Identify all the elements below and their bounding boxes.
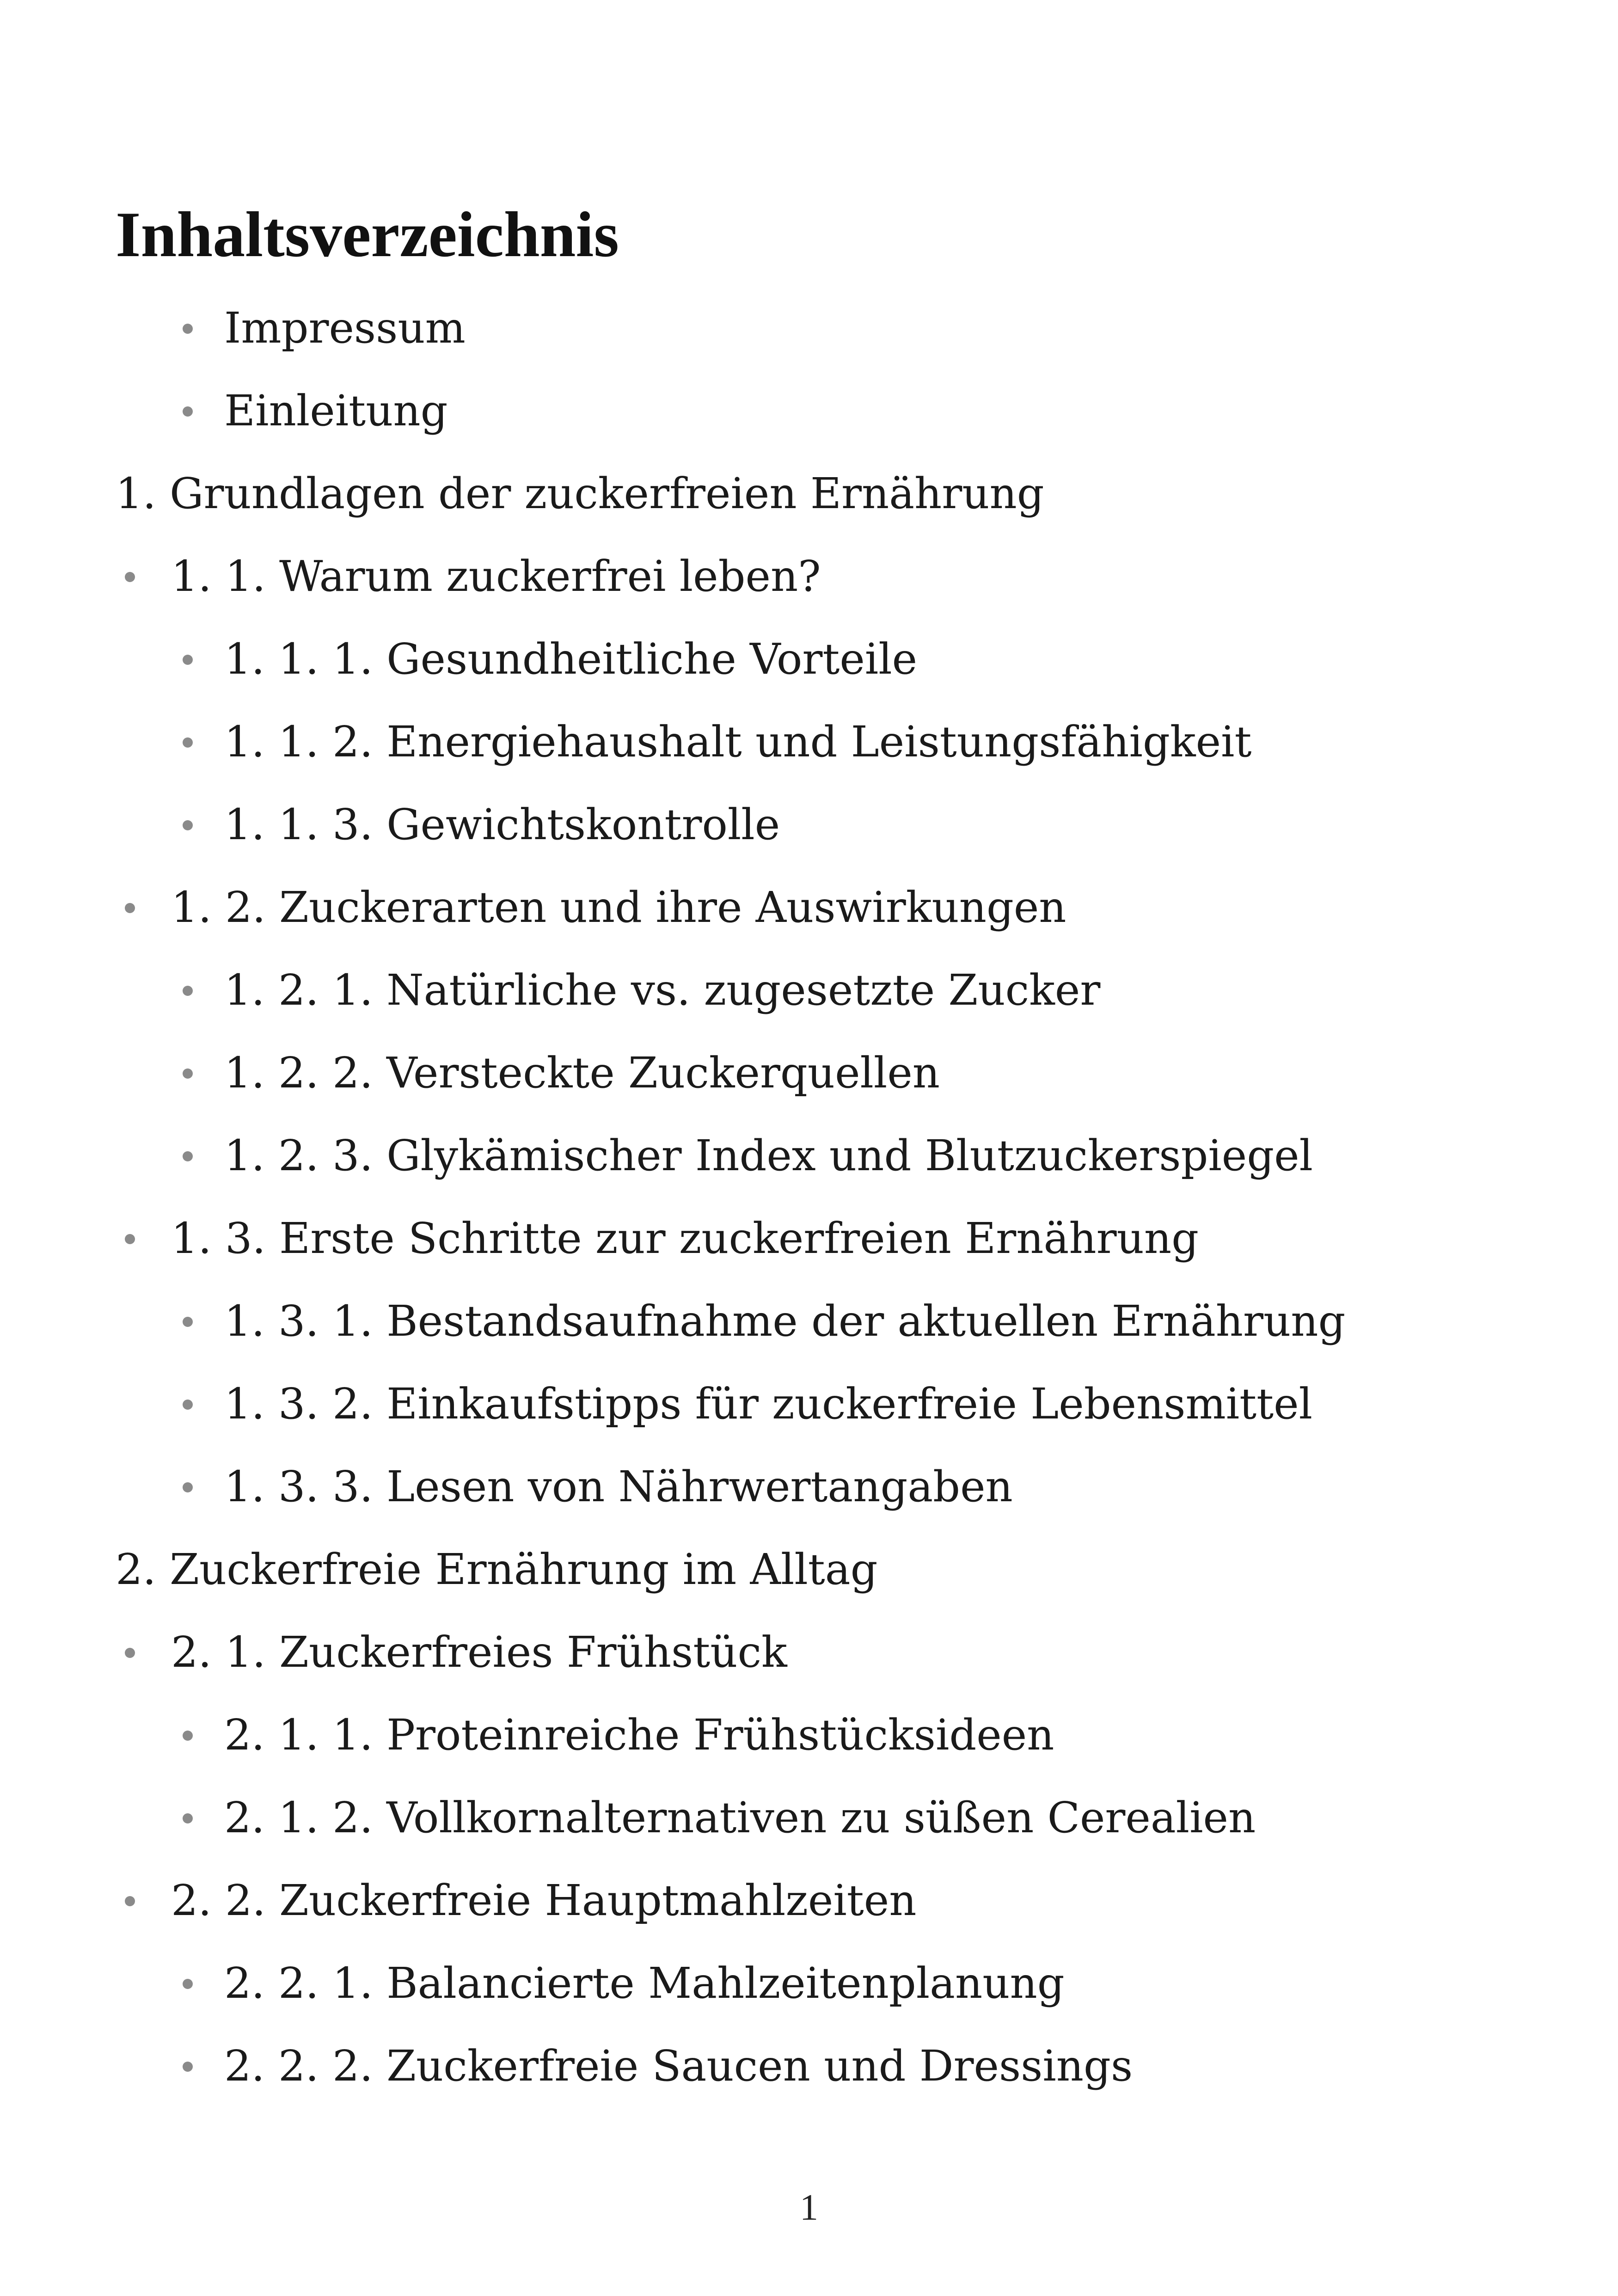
toc-entry-label: 1. 3. 2. Einkaufstipps für zuckerfreie Lebensmittel xyxy=(224,1379,1312,1429)
toc-entry[interactable] xyxy=(0,1045,1618,1101)
toc-entry-label: 1. 1. 1. Gesundheitliche Vorteile xyxy=(224,634,918,684)
toc-entry-label: 1. 2. Zuckerarten und ihre Auswirkungen xyxy=(171,883,1066,932)
bullet-icon xyxy=(183,324,193,334)
toc-entry-label: 1. 1. 2. Energiehaushalt und Leistungsfähigkeit xyxy=(224,717,1252,767)
toc-entry-label: 2. 1. 2. Vollkornalternativen zu süßen Cerealien xyxy=(224,1793,1256,1842)
bullet-icon xyxy=(183,1317,193,1327)
bullet-icon xyxy=(183,406,193,417)
bullet-icon xyxy=(183,1151,193,1161)
toc-entry-label: 2. 2. 2. Zuckerfreie Saucen und Dressings xyxy=(224,2041,1133,2091)
toc-entry-label: 2. 1. 1. Proteinreiche Frühstücksideen xyxy=(224,1710,1054,1760)
toc-entry-label: 2. Zuckerfreie Ernährung im Alltag xyxy=(116,1545,878,1594)
toc-entry[interactable] xyxy=(0,1790,1618,1846)
bullet-icon xyxy=(125,1896,135,1906)
toc-entry-label: 1. 2. 3. Glykämischer Index und Blutzuckerspiegel xyxy=(224,1131,1313,1180)
toc-entry[interactable] xyxy=(0,1707,1618,1763)
toc-entry[interactable] xyxy=(0,1542,1618,1597)
bullet-icon xyxy=(125,1648,135,1658)
bullet-icon xyxy=(183,820,193,830)
toc-entry[interactable] xyxy=(0,880,1618,935)
toc-entry-label: 1. 2. 2. Versteckte Zuckerquellen xyxy=(224,1048,940,1098)
bullet-icon xyxy=(125,903,135,913)
toc-entry[interactable] xyxy=(0,2038,1618,2094)
toc-entry[interactable] xyxy=(0,549,1618,604)
toc-entry[interactable] xyxy=(0,714,1618,770)
bullet-icon xyxy=(183,1068,193,1079)
toc-entry[interactable] xyxy=(0,1128,1618,1184)
toc-entry-label: 1. 3. 1. Bestandsaufnahme der aktuellen Ernährung xyxy=(224,1296,1346,1346)
toc-entry[interactable] xyxy=(0,1294,1618,1349)
toc-entry[interactable] xyxy=(0,632,1618,687)
bullet-icon xyxy=(183,1482,193,1492)
toc-entry-label: 1. Grundlagen der zuckerfreien Ernährung xyxy=(116,469,1044,518)
toc-entry-label: 2. 2. Zuckerfreie Hauptmahlzeiten xyxy=(171,1876,917,1925)
bullet-icon xyxy=(183,1731,193,1741)
bullet-icon xyxy=(125,572,135,582)
toc-entry-label: 1. 3. Erste Schritte zur zuckerfreien Ernährung xyxy=(171,1214,1199,1263)
bullet-icon xyxy=(183,1979,193,1989)
toc-entry[interactable] xyxy=(0,1459,1618,1515)
toc-entry[interactable] xyxy=(0,1376,1618,1432)
bullet-icon xyxy=(183,1813,193,1823)
toc-entry[interactable] xyxy=(0,963,1618,1018)
toc-entry-label: 2. 1. Zuckerfreies Frühstück xyxy=(171,1627,787,1677)
bullet-icon xyxy=(183,737,193,748)
bullet-icon xyxy=(183,1400,193,1410)
toc-entry-label: Einleitung xyxy=(224,386,448,436)
toc-entry[interactable] xyxy=(0,1956,1618,2011)
toc-entry-label: 1. 2. 1. Natürliche vs. zugesetzte Zucker xyxy=(224,965,1101,1015)
toc-entry[interactable] xyxy=(0,1211,1618,1266)
bullet-icon xyxy=(183,2062,193,2072)
toc-entry-label: 1. 1. 3. Gewichtskontrolle xyxy=(224,800,780,849)
toc-entry[interactable] xyxy=(0,1873,1618,1928)
toc-entry-label: 2. 2. 1. Balancierte Mahlzeitenplanung xyxy=(224,1958,1065,2008)
bullet-icon xyxy=(125,1234,135,1244)
toc-entry-label: Impressum xyxy=(224,303,466,353)
toc-entry-label: 1. 3. 3. Lesen von Nährwertangaben xyxy=(224,1462,1013,1511)
bullet-icon xyxy=(183,986,193,996)
toc-entry[interactable] xyxy=(0,383,1618,439)
toc-entry[interactable] xyxy=(0,1625,1618,1680)
toc-entry[interactable] xyxy=(0,301,1618,356)
bullet-icon xyxy=(183,655,193,665)
toc-entry[interactable] xyxy=(0,466,1618,522)
page-number: 1 xyxy=(800,2187,818,2228)
page-title: Inhaltsverzeichnis xyxy=(116,199,619,270)
toc-entry[interactable] xyxy=(0,797,1618,853)
toc-entry-label: 1. 1. Warum zuckerfrei leben? xyxy=(171,552,821,601)
